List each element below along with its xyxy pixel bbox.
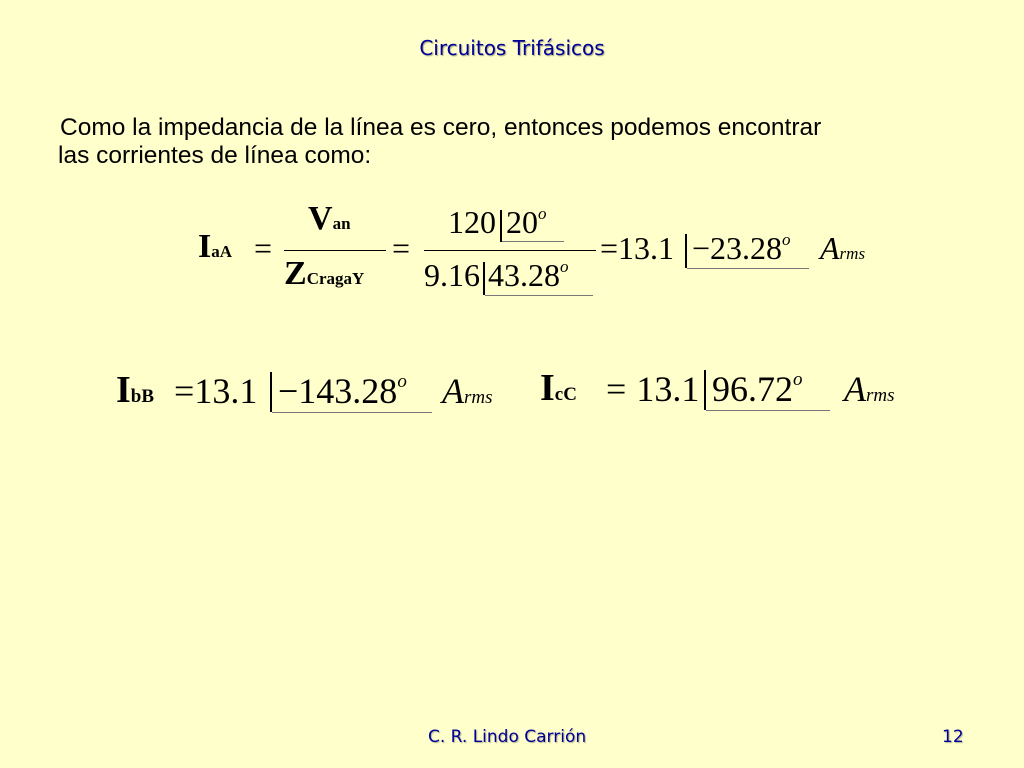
eq3-ang: 96.72$^o$ xyxy=(712,369,803,409)
eq3-angle-icon xyxy=(704,370,706,410)
eq1-denominator: ZCragaY xyxy=(284,255,365,292)
eq1-equals-1: = xyxy=(254,230,273,266)
eq3-lhs-sub: cC xyxy=(554,384,577,405)
intro-line-1: Como la impedancia de la línea es cero, entonces podemos encontrar xyxy=(60,114,822,141)
eq1-unit: Arms xyxy=(820,230,866,266)
eq1-lhs-sub: aA xyxy=(211,242,233,261)
eq1-fraction-bar-2 xyxy=(424,250,596,251)
eq2-angle-underline xyxy=(272,412,432,413)
slide-title: Circuitos Trifásicos xyxy=(419,36,605,60)
intro-text xyxy=(60,114,960,170)
eq1-num2-mag: 120 xyxy=(448,204,496,240)
eq1-den2-mag: 9.16 xyxy=(424,257,480,293)
eq3-equals: = 13.1 xyxy=(606,369,700,409)
eq3-angle-underline xyxy=(706,410,830,411)
eq1-den-sub: CragaY xyxy=(306,269,365,288)
eq1-numerator: Van xyxy=(308,200,351,237)
eq2-ang: $-143.28^o$ xyxy=(278,371,407,411)
eq1-den2-ang: 43.28$^o$ xyxy=(488,257,569,293)
eq2-unit: Arms xyxy=(442,371,493,411)
eq3-unit: Arms xyxy=(844,369,895,409)
eq1-lhs: IaA xyxy=(198,228,233,265)
intro-line-2: las corrientes de línea como: xyxy=(58,142,372,169)
eq2-angle-icon xyxy=(270,372,272,412)
eq1-equals-3: =13.1 xyxy=(600,230,675,266)
eq1-den2-angle-underline xyxy=(485,295,593,296)
eq2-lhs-sub: bB xyxy=(130,386,155,407)
eq1-num-sub: an xyxy=(332,214,351,233)
eq1-num2-angle-underline xyxy=(502,241,564,242)
eq2-equals: =13.1 xyxy=(174,371,258,411)
eq1-result-ang: $-23.28^o$ xyxy=(692,230,791,266)
eq1-num2-ang: 20$^o$ xyxy=(506,204,547,240)
eq1-fraction-bar-1 xyxy=(284,250,386,251)
eq3-lhs: IcC xyxy=(540,367,577,409)
eq1-result-angle-underline xyxy=(687,268,809,269)
eq1-equals-2: = xyxy=(392,230,411,266)
footer-author: C. R. Lindo Carrión xyxy=(428,727,587,747)
eq1-num2-angle-icon xyxy=(500,210,502,242)
eq1-den2-angle-icon xyxy=(483,262,485,295)
page-number: 12 xyxy=(942,727,964,747)
eq1-result-angle-icon xyxy=(685,234,687,268)
eq2-lhs: IbB xyxy=(116,369,155,411)
